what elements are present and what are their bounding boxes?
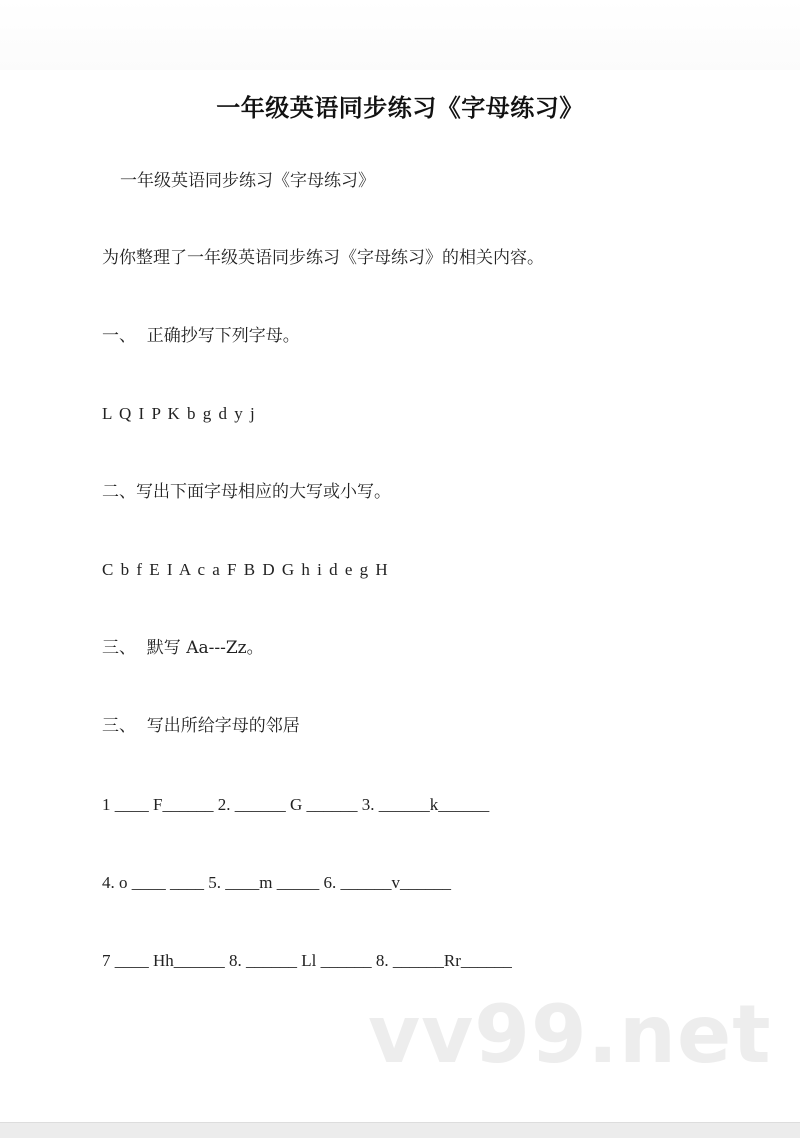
neighbors-row: 4. o ____ ____ 5. ____m _____ 6. ______v______: [102, 873, 451, 892]
section1-heading: 一、 正确抄写下列字母。: [102, 326, 300, 346]
section2-letters: C b f E I A c a F B D G h i d e g H: [102, 560, 390, 579]
section4-heading: 三、 写出所给字母的邻居: [102, 716, 300, 736]
watermark: vv99.net: [368, 988, 772, 1081]
page-footer-band: [0, 1122, 800, 1138]
section2-heading: 二、写出下面字母相应的大写或小写。: [102, 482, 391, 502]
document-subtitle: 一年级英语同步练习《字母练习》: [120, 171, 375, 191]
section3-heading: 三、 默写 Aa---Zz。: [102, 638, 264, 658]
neighbors-row: 1 ____ F______ 2. ______ G ______ 3. ______k______: [102, 795, 490, 814]
page-header-band: [0, 0, 800, 70]
intro-paragraph: 为你整理了一年级英语同步练习《字母练习》的相关内容。: [102, 248, 544, 268]
document-title: 一年级英语同步练习《字母练习》: [216, 94, 584, 122]
section1-letters: L Q I P K b g d y j: [102, 404, 257, 423]
neighbors-row: 7 ____ Hh______ 8. ______ Ll ______ 8. ______Rr______: [102, 951, 512, 970]
